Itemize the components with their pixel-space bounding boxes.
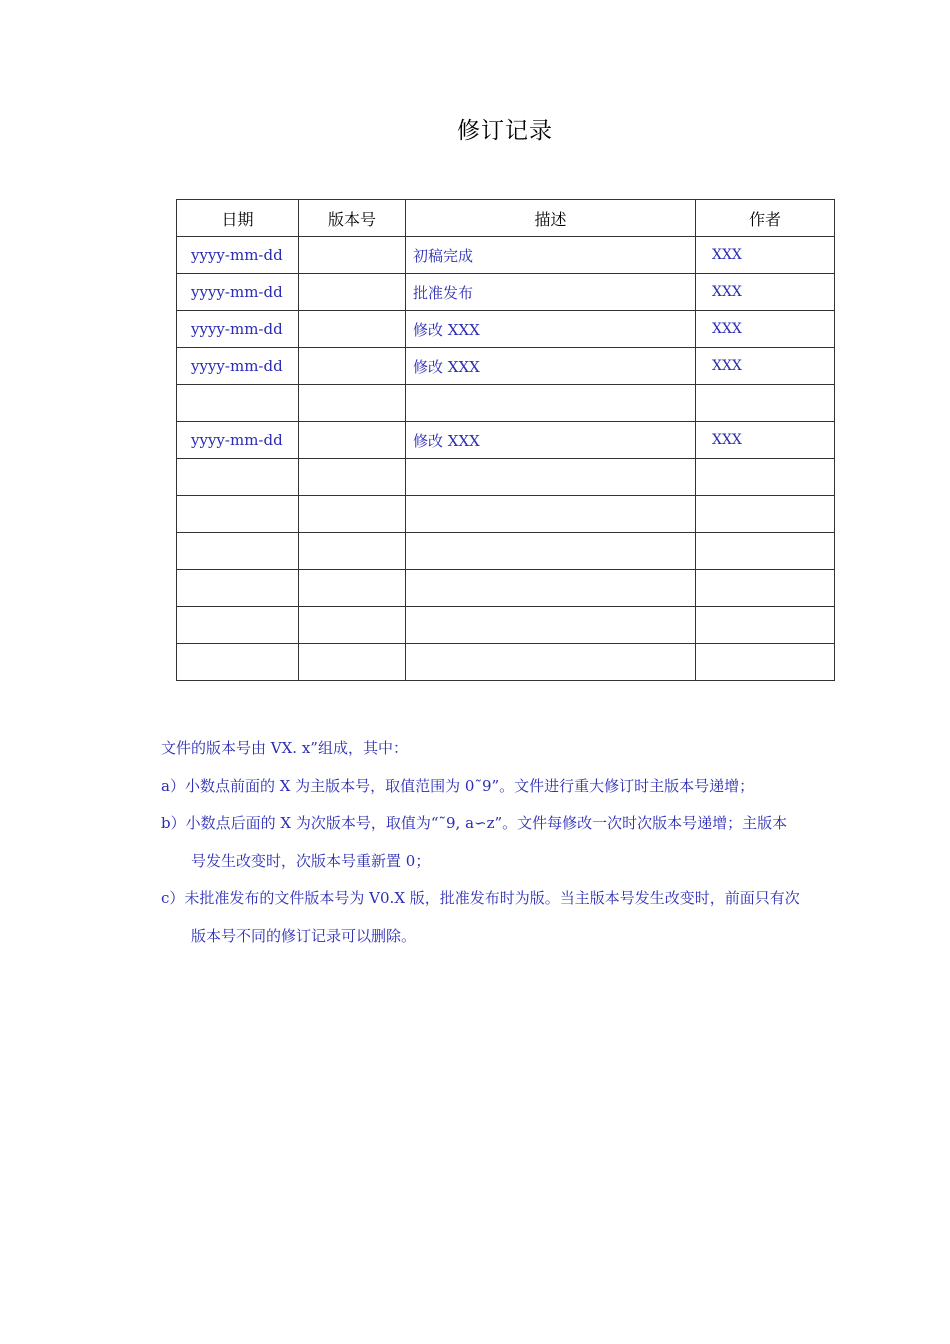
cell-author: XXX [696, 237, 835, 274]
note-c-line-1: c）未批准发布的文件版本号为 V0.X 版，批准发布时为版。当主版本号发生改变时，前面只有次 [161, 889, 800, 907]
cell-author: XXX [696, 348, 835, 385]
note-b-line-2: 号发生改变时，次版本号重新置 0； [191, 851, 431, 870]
cell-version [299, 533, 406, 570]
cell-description [406, 644, 696, 681]
column-header-date: 日期 [177, 200, 299, 237]
table-row [177, 385, 835, 422]
cell-author: XXX [696, 311, 835, 348]
cell-author [696, 570, 835, 607]
cell-author [696, 533, 835, 570]
cell-author: XXX [696, 274, 835, 311]
cell-description: 修改 XXX [406, 422, 696, 459]
cell-date: yyyy-mm-dd [177, 311, 299, 348]
cell-author [696, 459, 835, 496]
cell-date [177, 459, 299, 496]
cell-description: 初稿完成 [406, 237, 696, 274]
cell-date: yyyy-mm-dd [177, 274, 299, 311]
cell-date [177, 496, 299, 533]
cell-version [299, 274, 406, 311]
cell-version [299, 237, 406, 274]
cell-author [696, 385, 835, 422]
table-row [177, 459, 835, 496]
version-notes [161, 730, 881, 955]
table-row [177, 422, 835, 459]
cell-version [299, 496, 406, 533]
cell-description [406, 459, 696, 496]
cell-description [406, 607, 696, 644]
cell-description [406, 496, 696, 533]
cell-date: yyyy-mm-dd [177, 348, 299, 385]
table-header-row [177, 200, 835, 237]
cell-date [177, 607, 299, 644]
column-header-description: 描述 [406, 200, 696, 237]
cell-date [177, 570, 299, 607]
column-header-version: 版本号 [299, 200, 406, 237]
notes-intro: 文件的版本号由 VX. x”组成，其中： [161, 739, 408, 757]
cell-date [177, 533, 299, 570]
note-c-line-2: 版本号不同的修订记录可以删除。 [191, 926, 417, 945]
table-row [177, 644, 835, 681]
cell-author: XXX [696, 422, 835, 459]
cell-description [406, 385, 696, 422]
cell-date: yyyy-mm-dd [177, 237, 299, 274]
cell-description: 修改 XXX [406, 348, 696, 385]
cell-author [696, 607, 835, 644]
note-b-line-1: b）小数点后面的 X 为次版本号，取值为“˜9, a∽z”。文件每修改一次时次版本号递增；主版本 [161, 814, 788, 832]
cell-description [406, 570, 696, 607]
cell-description [406, 533, 696, 570]
cell-version [299, 644, 406, 681]
cell-version [299, 422, 406, 459]
table-row [177, 533, 835, 570]
table-row [177, 607, 835, 644]
cell-date [177, 385, 299, 422]
column-header-author: 作者 [696, 200, 835, 237]
cell-author [696, 644, 835, 681]
cell-description: 批准发布 [406, 274, 696, 311]
revision-table [176, 199, 835, 681]
cell-version [299, 385, 406, 422]
cell-description: 修改 XXX [406, 311, 696, 348]
cell-version [299, 311, 406, 348]
table-row [177, 311, 835, 348]
table-row [177, 570, 835, 607]
note-a: a）小数点前面的 X 为主版本号，取值范围为 0˜9”。文件进行重大修订时主版本号递增； [161, 776, 755, 795]
cell-date: yyyy-mm-dd [177, 422, 299, 459]
page-title: 修订记录 [457, 118, 553, 144]
cell-version [299, 459, 406, 496]
table-row [177, 237, 835, 274]
cell-version [299, 348, 406, 385]
table-row [177, 496, 835, 533]
cell-version [299, 570, 406, 607]
table-row [177, 348, 835, 385]
cell-date [177, 644, 299, 681]
cell-version [299, 607, 406, 644]
cell-author [696, 496, 835, 533]
table-row [177, 274, 835, 311]
